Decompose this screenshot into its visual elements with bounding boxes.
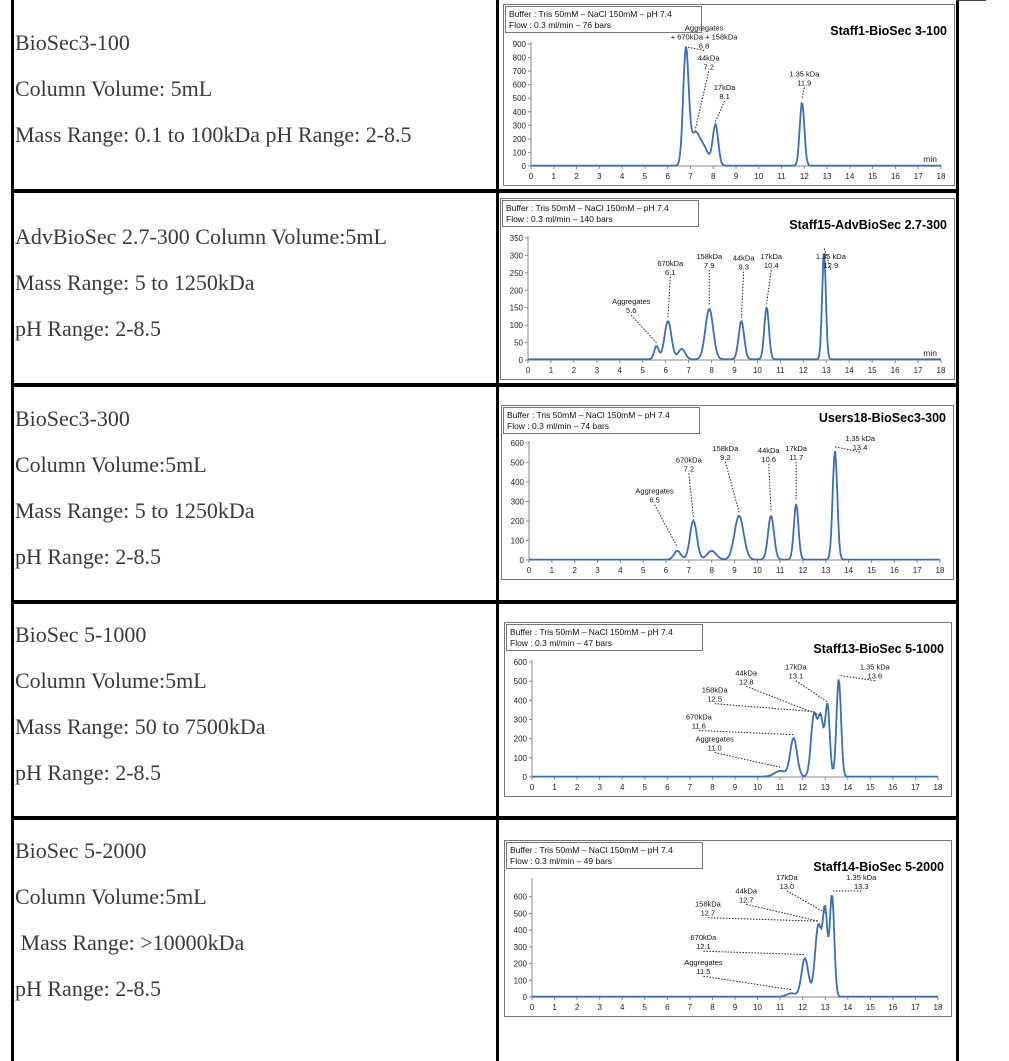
column-name: BioSec3-300 bbox=[15, 406, 130, 431]
x-tick-label: 2 bbox=[571, 366, 577, 375]
annotation-label: 8.1 bbox=[719, 92, 730, 102]
annotation-label: 13.1 bbox=[788, 671, 804, 681]
x-tick-label: 5 bbox=[640, 366, 645, 375]
annotation-label: 11.6 bbox=[691, 721, 706, 731]
x-tick-label: 1 bbox=[549, 566, 555, 575]
condition-flow: Flow : 0.3 ml/min – 140 bars bbox=[506, 214, 613, 224]
x-tick-label: 15 bbox=[867, 566, 876, 575]
x-tick-label: 11 bbox=[775, 1003, 785, 1012]
x-tick-label: 12 bbox=[799, 172, 809, 181]
x-tick-label: 11 bbox=[776, 566, 785, 575]
x-tick-label: 9 bbox=[732, 1003, 738, 1012]
mass-range: Mass Range: 50 to 7500kDa bbox=[15, 714, 266, 739]
x-tick-label: 17 bbox=[910, 1003, 920, 1012]
x-tick-label: 10 bbox=[753, 783, 763, 792]
y-tick-label: 300 bbox=[513, 715, 527, 725]
y-tick-label: 100 bbox=[513, 753, 527, 763]
y-tick-label: 500 bbox=[513, 909, 527, 919]
y-tick-label: 300 bbox=[510, 497, 524, 507]
y-tick-label: 400 bbox=[512, 107, 526, 117]
x-tick-label: 17 bbox=[913, 172, 923, 181]
annotation-label: 11.9 bbox=[797, 78, 812, 88]
annotation-label: 1.35 kDa bbox=[845, 434, 876, 444]
annotation-label: 7.2 bbox=[703, 62, 714, 72]
x-tick-label: 6 bbox=[663, 366, 668, 375]
x-tick-label: 14 bbox=[844, 566, 854, 575]
ph-range: pH Range: 2-8.5 bbox=[15, 544, 162, 569]
annotation-label: Aggregates bbox=[612, 297, 651, 307]
y-tick-label: 500 bbox=[510, 458, 524, 468]
x-tick-label: 10 bbox=[753, 1003, 763, 1012]
mass-range: Mass Range: 5 to 1250kDa bbox=[15, 270, 255, 295]
annotation-label: Aggregates bbox=[684, 23, 724, 33]
x-tick-label: 18 bbox=[936, 366, 946, 375]
y-tick-label: 350 bbox=[509, 234, 523, 243]
conditions-box bbox=[503, 201, 699, 227]
x-tick-label: 0 bbox=[529, 1003, 535, 1012]
y-tick-label: 100 bbox=[513, 976, 527, 986]
x-tick-label: 15 bbox=[865, 783, 875, 792]
x-tick-label: 8 bbox=[710, 172, 716, 181]
annotation-label: 11.5 bbox=[696, 967, 711, 977]
x-axis-label: min bbox=[923, 348, 937, 358]
x-tick-label: 5 bbox=[642, 172, 648, 181]
annotation-label: 7.2 bbox=[683, 464, 695, 474]
annotation-label: 1.35 kDa bbox=[859, 662, 890, 672]
annotation-label: 1.35 kDa bbox=[789, 69, 820, 79]
annotation-label: 13.3 bbox=[854, 882, 869, 891]
x-tick-label: 3 bbox=[595, 566, 600, 575]
annotation-label: 12.9 bbox=[823, 260, 839, 270]
annotation-label: 7.9 bbox=[704, 260, 715, 270]
y-tick-label: 400 bbox=[513, 696, 527, 706]
x-tick-label: 3 bbox=[597, 1003, 602, 1012]
x-tick-label: 16 bbox=[888, 783, 898, 792]
x-tick-label: 13 bbox=[821, 566, 831, 575]
x-tick-label: 11 bbox=[776, 366, 785, 375]
y-tick-label: 0 bbox=[519, 556, 524, 565]
x-tick-label: 9 bbox=[732, 366, 737, 375]
column-name: AdvBioSec 2.7-300 Column Volume:5mL bbox=[15, 224, 387, 249]
x-tick-label: 15 bbox=[868, 172, 878, 181]
annotation-label: 10.4 bbox=[763, 260, 779, 270]
annotation-label: 44kDa bbox=[757, 445, 780, 455]
x-tick-label: 7 bbox=[686, 566, 692, 575]
y-tick-label: 0 bbox=[522, 993, 527, 1002]
y-tick-label: 600 bbox=[512, 80, 526, 90]
annotation-label: 17kDa bbox=[776, 873, 798, 882]
annotation-label: 9.2 bbox=[720, 452, 731, 462]
annotation-label: 11.7 bbox=[789, 452, 804, 462]
annotation-label: 44kDa bbox=[735, 886, 758, 896]
y-tick-label: 500 bbox=[512, 94, 526, 104]
y-tick-label: 600 bbox=[513, 892, 527, 902]
x-tick-label: 18 bbox=[935, 566, 945, 575]
y-tick-label: 700 bbox=[512, 67, 526, 77]
annotation-label: 6.8 bbox=[698, 41, 710, 51]
annotation-label: 17kDa bbox=[785, 443, 807, 453]
x-tick-label: 18 bbox=[936, 172, 946, 181]
y-tick-label: 200 bbox=[509, 286, 523, 296]
x-axis-label: min bbox=[923, 154, 937, 164]
condition-buffer: Buffer : Tris 50mM – NaCl 150mM – pH 7.4 bbox=[507, 410, 670, 420]
x-tick-label: 3 bbox=[594, 366, 600, 375]
y-tick-label: 50 bbox=[514, 338, 523, 348]
annotation-label: 6.1 bbox=[665, 267, 676, 277]
x-tick-label: 8 bbox=[709, 366, 714, 375]
column-volume: Column Volume: 5mL bbox=[15, 76, 213, 101]
chromatogram-chart-5 bbox=[504, 840, 952, 1017]
y-tick-label: 400 bbox=[510, 478, 524, 487]
row-divider-1 bbox=[11, 189, 959, 193]
ph-range: pH Range: 2-8.5 bbox=[15, 976, 162, 1001]
annotation-label: 12.1 bbox=[696, 942, 711, 952]
x-tick-label: 2 bbox=[574, 172, 579, 181]
x-tick-label: 7 bbox=[688, 172, 693, 181]
conditions-box bbox=[507, 843, 703, 869]
x-tick-label: 16 bbox=[888, 1003, 898, 1012]
x-tick-label: 1 bbox=[552, 783, 557, 792]
x-tick-label: 13 bbox=[821, 366, 831, 375]
x-tick-label: 6 bbox=[665, 783, 670, 792]
x-tick-label: 4 bbox=[617, 366, 623, 375]
y-tick-label: 600 bbox=[513, 658, 527, 667]
column-name: BioSec3-100 bbox=[15, 30, 130, 55]
annotation-label: 11.0 bbox=[707, 743, 722, 753]
annotation-label: 17kDa bbox=[760, 251, 783, 261]
annotation-label: 12.8 bbox=[738, 677, 754, 687]
x-tick-label: 10 bbox=[752, 566, 762, 575]
y-tick-label: 200 bbox=[510, 517, 524, 526]
column-name: BioSec 5-1000 bbox=[15, 622, 147, 647]
annotation-label: 5.6 bbox=[626, 306, 637, 316]
table-border-right bbox=[956, 0, 959, 1061]
y-tick-label: 150 bbox=[509, 303, 523, 313]
x-tick-label: 16 bbox=[889, 566, 899, 575]
conditions-box bbox=[506, 7, 702, 33]
annotation-label: 1.35 kDa bbox=[815, 251, 846, 261]
x-tick-label: 17 bbox=[910, 783, 920, 792]
x-tick-label: 5 bbox=[640, 566, 646, 575]
y-tick-label: 300 bbox=[512, 121, 526, 131]
x-tick-label: 13 bbox=[820, 1003, 830, 1012]
chromatogram-chart-4 bbox=[504, 622, 952, 797]
y-tick-label: 100 bbox=[509, 321, 523, 331]
x-tick-label: 4 bbox=[619, 172, 625, 181]
annotation-label: 12.5 bbox=[707, 694, 723, 704]
x-tick-label: 1 bbox=[552, 1003, 557, 1012]
annotation-label: 17kDa bbox=[713, 83, 736, 93]
annotation-label: 9.3 bbox=[738, 262, 749, 272]
x-tick-label: 15 bbox=[867, 366, 877, 375]
column-volume: Column Volume:5mL bbox=[15, 884, 207, 909]
conditions-box bbox=[507, 625, 703, 651]
annotation-label: 44kDa bbox=[735, 668, 758, 678]
x-tick-label: 18 bbox=[933, 1003, 943, 1012]
annotation-label: 670kDa bbox=[690, 933, 717, 943]
x-tick-label: 16 bbox=[890, 366, 900, 375]
condition-buffer: Buffer : Tris 50mM – NaCl 150mM – pH 7.4 bbox=[506, 203, 669, 213]
x-tick-label: 5 bbox=[642, 783, 648, 792]
annotation-label: Aggregates bbox=[635, 486, 674, 496]
x-tick-label: 17 bbox=[912, 566, 922, 575]
ph-range: pH Range: 2-8.5 bbox=[15, 316, 162, 341]
y-tick-label: 500 bbox=[513, 677, 527, 687]
annotation-label: 6.5 bbox=[649, 495, 660, 505]
annotation-label: 670kDa bbox=[675, 455, 702, 465]
annotation-label: 13.6 bbox=[867, 671, 883, 681]
x-tick-label: 11 bbox=[775, 783, 785, 792]
x-tick-label: 9 bbox=[733, 172, 739, 181]
y-tick-label: 100 bbox=[512, 148, 526, 158]
mass-range: Mass Range: 5 to 1250kDa bbox=[15, 498, 255, 523]
x-tick-label: 6 bbox=[665, 1003, 670, 1012]
x-tick-label: 13 bbox=[822, 172, 832, 181]
y-tick-label: 100 bbox=[510, 536, 524, 546]
condition-flow: Flow : 0.3 ml/min – 76 bars bbox=[509, 20, 612, 30]
annotation-label: + 670kDa + 158kDa bbox=[670, 32, 738, 42]
condition-flow: Flow : 0.3 ml/min – 74 bars bbox=[507, 421, 610, 431]
annotation-label: 670kDa bbox=[657, 258, 684, 268]
y-tick-label: 0 bbox=[521, 162, 526, 171]
x-tick-label: 0 bbox=[526, 566, 532, 575]
x-tick-label: 3 bbox=[597, 783, 602, 792]
x-tick-label: 14 bbox=[844, 366, 854, 375]
y-tick-label: 200 bbox=[512, 134, 526, 144]
condition-flow: Flow : 0.3 ml/min – 47 bars bbox=[510, 638, 613, 648]
table-border-top bbox=[956, 0, 986, 1]
annotation-label: 158kDa bbox=[695, 899, 721, 909]
chart-title: Users18-BioSec3-300 bbox=[818, 411, 946, 425]
y-tick-label: 0 bbox=[522, 773, 527, 782]
condition-buffer: Buffer : Tris 50mM – NaCl 150mM – pH 7.4 bbox=[509, 9, 672, 19]
column-name: BioSec 5-2000 bbox=[15, 838, 147, 863]
x-tick-label: 10 bbox=[752, 366, 762, 375]
x-tick-label: 14 bbox=[845, 172, 855, 181]
x-tick-label: 17 bbox=[913, 366, 923, 375]
table-border-middle bbox=[496, 0, 499, 1061]
annotation-label: 12.7 bbox=[738, 895, 754, 905]
row-divider-3 bbox=[11, 600, 959, 604]
x-tick-label: 4 bbox=[619, 783, 625, 792]
x-tick-label: 5 bbox=[642, 1003, 648, 1012]
annotation-label: 1.35 kDa bbox=[846, 873, 877, 882]
chromatogram-chart-3 bbox=[501, 405, 954, 580]
chromatogram-chart-2 bbox=[500, 198, 955, 380]
x-tick-label: 1 bbox=[548, 366, 554, 375]
x-tick-label: 12 bbox=[798, 366, 808, 375]
column-volume: Column Volume:5mL bbox=[15, 668, 207, 693]
annotation-label: 17kDa bbox=[785, 662, 807, 672]
x-tick-label: 14 bbox=[843, 783, 853, 792]
x-tick-label: 4 bbox=[619, 1003, 625, 1012]
annotation-label: 13.4 bbox=[852, 443, 868, 453]
annotation-label: Aggregates bbox=[695, 734, 734, 744]
row-divider-4 bbox=[11, 816, 959, 820]
y-tick-label: 250 bbox=[509, 268, 523, 278]
y-tick-label: 200 bbox=[513, 959, 527, 969]
x-tick-label: 11 bbox=[777, 172, 786, 181]
y-tick-label: 800 bbox=[512, 53, 526, 63]
x-tick-label: 12 bbox=[798, 566, 808, 575]
chromatogram-chart-1 bbox=[503, 4, 955, 186]
annotation-label: 12.7 bbox=[700, 908, 716, 918]
y-tick-label: 300 bbox=[513, 942, 527, 952]
x-tick-label: 8 bbox=[709, 566, 714, 575]
condition-buffer: Buffer : Tris 50mM – NaCl 150mM – pH 7.4 bbox=[510, 845, 673, 855]
x-tick-label: 0 bbox=[528, 172, 534, 181]
annotation-label: 13.0 bbox=[779, 882, 795, 891]
annotation-label: 670kDa bbox=[685, 712, 712, 722]
x-tick-label: 1 bbox=[551, 172, 557, 181]
column-volume: Column Volume:5mL bbox=[15, 452, 207, 477]
y-tick-label: 200 bbox=[513, 734, 527, 744]
x-tick-label: 12 bbox=[798, 783, 808, 792]
condition-buffer: Buffer : Tris 50mM – NaCl 150mM – pH 7.4 bbox=[510, 627, 673, 637]
table-border-left bbox=[11, 0, 14, 1061]
x-tick-label: 6 bbox=[663, 566, 669, 575]
y-tick-label: 400 bbox=[513, 926, 527, 936]
annotation-label: 10.6 bbox=[761, 454, 777, 464]
ph-range: pH Range: 2-8.5 bbox=[15, 760, 162, 785]
chart-title: Staff13-BioSec 5-1000 bbox=[813, 642, 944, 656]
x-tick-label: 16 bbox=[890, 172, 900, 181]
x-tick-label: 0 bbox=[529, 783, 535, 792]
annotation-label: 44kDa bbox=[732, 253, 755, 263]
x-tick-label: 2 bbox=[572, 566, 577, 575]
annotation-label: 158kDa bbox=[712, 443, 739, 453]
x-tick-label: 8 bbox=[710, 1003, 715, 1012]
conditions-box bbox=[504, 408, 700, 434]
x-tick-label: 14 bbox=[843, 1003, 853, 1012]
x-tick-label: 2 bbox=[574, 783, 580, 792]
x-tick-label: 15 bbox=[865, 1003, 875, 1012]
x-tick-label: 0 bbox=[525, 366, 531, 375]
y-tick-label: 600 bbox=[510, 439, 524, 448]
annotation-label: 158kDa bbox=[701, 685, 728, 695]
x-tick-label: 6 bbox=[665, 172, 670, 181]
mass-range: Mass Range: >10000kDa bbox=[15, 930, 245, 955]
y-tick-label: 300 bbox=[509, 251, 523, 261]
mass-range: Mass Range: 0.1 to 100kDa pH Range: 2-8.5 bbox=[15, 122, 412, 147]
x-tick-label: 12 bbox=[798, 1003, 808, 1012]
chart-title: Staff15-AdvBioSec 2.7-300 bbox=[789, 218, 947, 232]
x-tick-label: 7 bbox=[686, 366, 691, 375]
x-tick-label: 4 bbox=[618, 566, 623, 575]
x-tick-label: 13 bbox=[820, 783, 830, 792]
x-tick-label: 7 bbox=[687, 1003, 693, 1012]
chart-title: Staff1-BioSec 3-100 bbox=[830, 24, 947, 38]
x-tick-label: 9 bbox=[732, 566, 737, 575]
x-tick-label: 9 bbox=[732, 783, 738, 792]
condition-flow: Flow : 0.3 ml/min – 49 bars bbox=[510, 856, 613, 866]
x-tick-label: 18 bbox=[933, 783, 943, 792]
x-tick-label: 3 bbox=[597, 172, 602, 181]
annotation-label: 158kDa bbox=[696, 251, 723, 261]
y-tick-label: 0 bbox=[518, 356, 523, 365]
annotation-label: Aggregates bbox=[684, 958, 723, 968]
x-tick-label: 7 bbox=[687, 783, 693, 792]
annotation-label: 44kDa bbox=[697, 53, 720, 63]
x-tick-label: 8 bbox=[710, 783, 715, 792]
chart-title: Staff14-BioSec 5-2000 bbox=[813, 860, 944, 874]
x-tick-label: 2 bbox=[574, 1003, 580, 1012]
x-tick-label: 10 bbox=[754, 172, 764, 181]
y-tick-label: 900 bbox=[512, 40, 526, 49]
row-divider-2 bbox=[11, 383, 959, 387]
